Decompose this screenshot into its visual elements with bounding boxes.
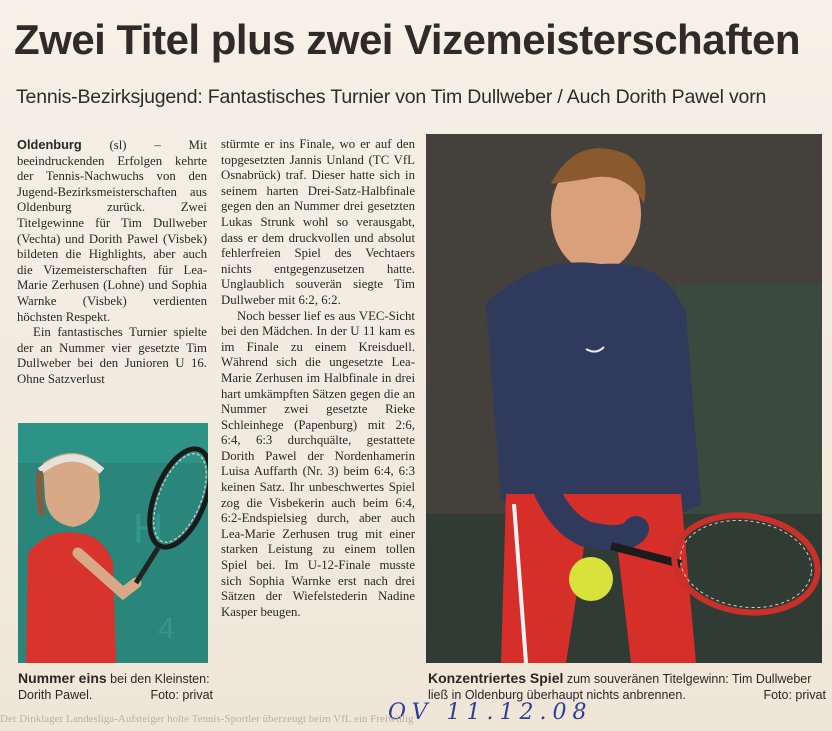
svg-text:H: H — [133, 505, 164, 552]
bleed-through-text — [300, 0, 620, 14]
photo-caption-small — [18, 670, 213, 703]
photo-boy-tennis — [426, 134, 822, 663]
subheadline: Tennis-Bezirksjugend: Fantastisches Turnier von Tim Dullweber / Auch Dorith Pawel vorn — [16, 86, 767, 108]
svg-text:4: 4 — [158, 612, 175, 645]
article-paragraph: Noch besser lief es aus VEC-Sicht bei den Mädchen. In der U 11 kam es im Finale zu einem Kreisduell. Während sich die ungesetzte Lea-Marie Zerhusen im Halbfinale in drei hart umkämpften Sätzen gegen die an Nummer zwei gesetzte Rieke Schleinhege (Papenburg) mit 2:6, 6:4, 6:3 durchquälte, gestattete Dorith Pawel der Nordenhamerin Luisa Auffarth (Nr. 3) beim 6:4, 6:3 keinen Satz. Ihr unbeschwertes Spiel zog die Visbekerin auch beim 6:4, 6:2-Endspielsieg durch, aber auch Lea-Marie Zerhusen trug mit einer starken Leistung zu einem tollen Spiel bei. Im U-12-Finale musste sich Sophia Warnke erst nach drei Sätzen der Wiefelstederin Nadine Kasper beugen. — [221, 308, 415, 619]
paragraph-text: (sl) – Mit beeindruckenden Erfolgen kehrte der Tennis-Nachwuchs von den Jugend-Bezirksmeisterschaften aus Oldenburg zurück. Zwei Titelgewinne für Tim Dullweber (Vechta) und Dorith Pawel (Visbek) bildeten die Highlights, aber auch die Vizemeisterschaften für Lea-Marie Zerhusen (Lohne) und Sophia Warnke (Visbek) verdienten höchsten Respekt. — [17, 138, 207, 324]
caption-lead: Nummer eins — [18, 670, 107, 686]
article-column-1 — [17, 137, 207, 388]
cut-off-next-article: Der Dinklager Landesliga-Aufsteiger holte Tennis-Sportler überzeugt beim VfL ein Freiwillig — [0, 713, 414, 725]
handwritten-date-note: OV 11.12.08 — [388, 700, 593, 725]
photo-girl-tennis — [18, 423, 208, 663]
article-paragraph — [17, 137, 207, 325]
article-paragraph: stürmte er ins Finale, wo er auf den topgesetzten Jannis Unland (TC VfL Osnabrück) traf. Dieser hatte sich in seinem harten Drei-Satz-Halbfinale gegen den an Nummer drei gesetzten Lukas Strunk wohl so verausgabt, dass er dem druckvollen und absolut fehlerfreien Spiel des Vechtaers nichts entgegenzusetzen hatte. Unglaublich souverän siegte Tim Dullweber mit 6:2, 6:2. — [221, 137, 415, 307]
photo-credit: Foto: privat — [150, 688, 213, 702]
headline: Zwei Titel plus zwei Vizemeisterschaften — [14, 16, 801, 63]
article-column-2 — [221, 137, 415, 620]
caption-lead: Konzentriertes Spiel — [428, 670, 564, 686]
boy-tennis-illustration — [426, 134, 822, 663]
caption-text: zum souveränen Titelgewinn: Tim Dullweber ließ in Oldenburg überhaupt nichts anbrennen. — [428, 672, 812, 702]
photo-credit: Foto: privat — [763, 688, 826, 702]
caption-text: bei den Kleinsten: Dorith Pawel. — [18, 672, 210, 702]
photo-caption-big — [428, 670, 826, 703]
girl-tennis-illustration — [18, 423, 208, 663]
dateline: Oldenburg — [17, 137, 82, 152]
article-paragraph: Ein fantastisches Turnier spielte der an Nummer vier gesetzte Tim Dullweber bei den Junioren U 16. Ohne Satzverlust — [17, 325, 207, 386]
